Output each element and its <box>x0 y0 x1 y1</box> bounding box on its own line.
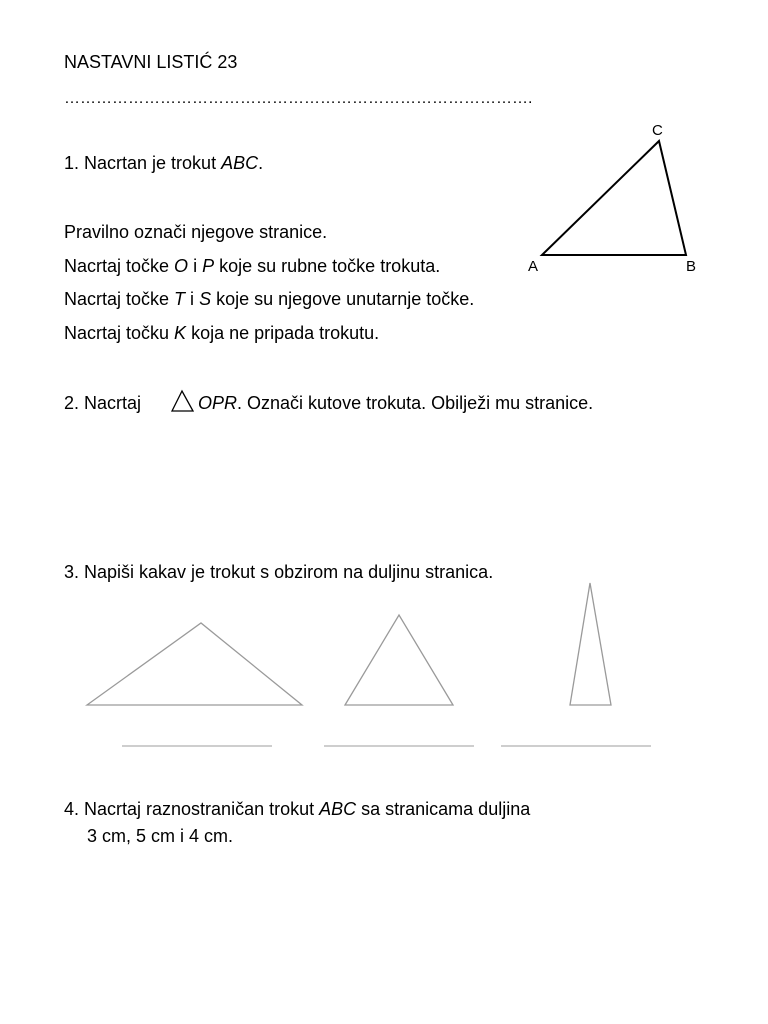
task2-text: OPR. Označi kutove trokuta. Obilježi mu stranice. <box>198 393 594 413</box>
dotted-line: ……………………………………………………………………………. <box>64 90 533 107</box>
task3-text: 3. Napiši kakav je trokut s obzirom na duljinu stranica. <box>64 562 494 582</box>
vertex-label-a: A <box>528 258 539 275</box>
task1-intro: 1. Nacrtan je trokut ABC. <box>64 153 264 173</box>
vertex-label-b: B <box>686 258 697 275</box>
task1-line1: Pravilno označi njegove stranice. <box>64 222 328 242</box>
vertex-label-c: C <box>652 122 663 139</box>
task1-line4: Nacrtaj točku K koja ne pripada trokutu. <box>64 323 380 343</box>
obtuse-triangle <box>87 623 302 705</box>
page-title: NASTAVNI LISTIĆ 23 <box>64 52 238 72</box>
task1-line2: Nacrtaj točke O i P koje su rubne točke trokuta. <box>64 256 441 276</box>
task4-line1: 4. Nacrtaj raznostraničan trokut ABC sa stranicama duljina <box>64 799 531 819</box>
task1-line3: Nacrtaj točke T i S koje su njegove unutarnje točke. <box>64 289 475 309</box>
task4-line2: 3 cm, 5 cm i 4 cm. <box>87 826 234 846</box>
isosceles-triangle <box>570 583 611 705</box>
equilateral-triangle <box>345 615 453 705</box>
task2-prefix: 2. Nacrtaj <box>64 393 142 413</box>
